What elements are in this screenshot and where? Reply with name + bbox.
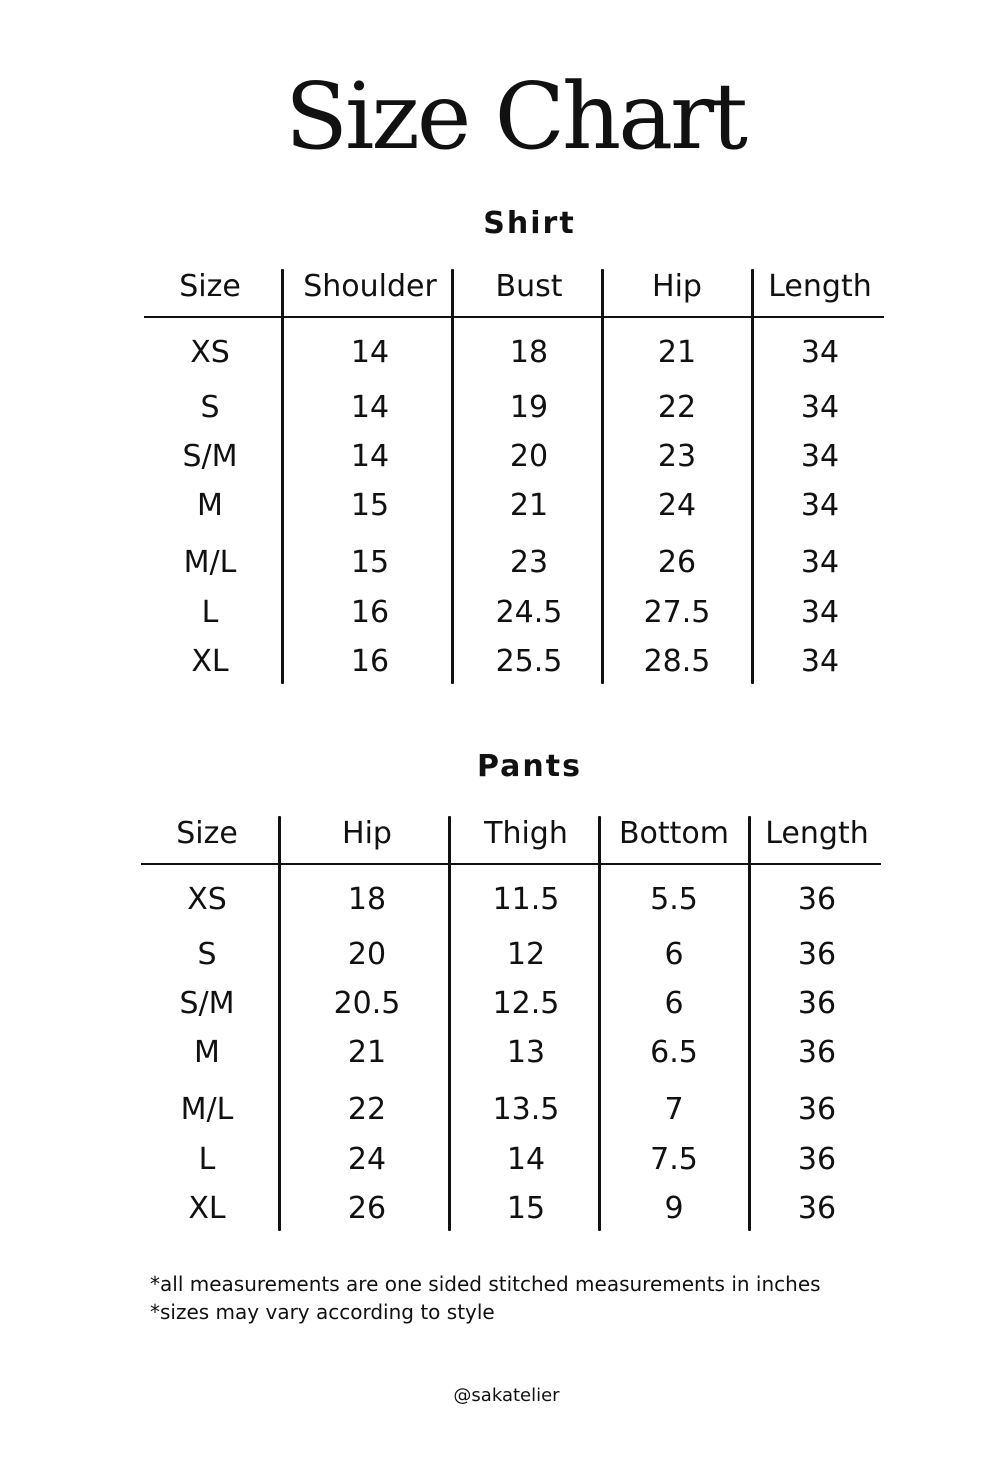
- pants-measurement-cell: 15: [506, 1191, 546, 1226]
- pants-measurement-cell: 36: [797, 882, 837, 917]
- shirt-measurement-cell: 34: [800, 488, 840, 523]
- shirt-measurement-cell: 26: [657, 545, 697, 580]
- shirt-measurement-cell: 16: [350, 644, 390, 679]
- pants-measurement-cell: 11.5: [492, 882, 560, 917]
- pants-column-divider: [278, 816, 281, 1231]
- shirt-measurement-cell: 24.5: [495, 595, 563, 630]
- shirt-measurement-cell: 34: [800, 439, 840, 474]
- shirt-column-divider: [281, 269, 284, 684]
- pants-column-header: Bottom: [618, 816, 730, 851]
- shirt-size-label: XS: [190, 335, 230, 370]
- pants-measurement-cell: 36: [797, 1035, 837, 1070]
- pants-measurement-cell: 6: [664, 937, 684, 972]
- shirt-size-label: M: [197, 488, 223, 523]
- footnotes: [150, 1270, 821, 1326]
- pants-measurement-cell: 5.5: [650, 882, 698, 917]
- pants-measurement-cell: 6: [664, 986, 684, 1021]
- shirt-measurement-cell: 14: [350, 335, 390, 370]
- pants-size-label: M/L: [180, 1092, 234, 1127]
- shirt-measurement-cell: 16: [350, 595, 390, 630]
- pants-measurement-cell: 18: [347, 882, 387, 917]
- footnote-style-variation: *sizes may vary according to style: [150, 1300, 495, 1324]
- shirt-header-divider: [144, 316, 884, 318]
- shirt-measurement-cell: 34: [800, 595, 840, 630]
- shirt-measurement-cell: 25.5: [495, 644, 563, 679]
- shirt-column-divider: [601, 269, 604, 684]
- shirt-measurement-cell: 21: [509, 488, 549, 523]
- pants-measurement-cell: 13.5: [492, 1092, 560, 1127]
- pants-measurement-cell: 7: [664, 1092, 684, 1127]
- pants-measurement-cell: 14: [506, 1142, 546, 1177]
- pants-measurement-cell: 12: [506, 937, 546, 972]
- shirt-column-header: Hip: [652, 269, 702, 304]
- shirt-measurement-cell: 22: [657, 390, 697, 425]
- pants-size-label: S/M: [179, 986, 235, 1021]
- shirt-column-divider: [451, 269, 454, 684]
- shirt-column-header: Size: [179, 269, 241, 304]
- pants-measurement-cell: 36: [797, 937, 837, 972]
- pants-size-label: M: [194, 1035, 220, 1070]
- shirt-measurement-cell: 18: [509, 335, 549, 370]
- pants-measurement-cell: 24: [347, 1142, 387, 1177]
- shirt-measurement-cell: 15: [350, 488, 390, 523]
- pants-measurement-cell: 36: [797, 1191, 837, 1226]
- pants-column-divider: [598, 816, 601, 1231]
- pants-measurement-cell: 7.5: [650, 1142, 698, 1177]
- shirt-size-label: XL: [191, 644, 229, 679]
- shirt-column-header: Shoulder: [303, 269, 437, 304]
- shirt-measurement-cell: 34: [800, 644, 840, 679]
- pants-column-header: Size: [176, 816, 238, 851]
- pants-size-label: XS: [187, 882, 227, 917]
- shirt-size-label: L: [201, 595, 219, 630]
- pants-measurement-cell: 12.5: [492, 986, 560, 1021]
- shirt-measurement-cell: 23: [509, 545, 549, 580]
- shirt-measurement-cell: 21: [657, 335, 697, 370]
- shirt-measurement-cell: 34: [800, 390, 840, 425]
- shirt-measurement-cell: 14: [350, 439, 390, 474]
- pants-measurement-cell: 21: [347, 1035, 387, 1070]
- shirt-measurement-cell: 24: [657, 488, 697, 523]
- shirt-measurement-cell: 27.5: [643, 595, 711, 630]
- shirt-size-label: M/L: [183, 545, 237, 580]
- pants-size-label: L: [198, 1142, 216, 1177]
- pants-measurement-cell: 36: [797, 1092, 837, 1127]
- shirt-column-header: Bust: [495, 269, 563, 304]
- shirt-column-header: Length: [768, 269, 872, 304]
- pants-size-label: XL: [188, 1191, 226, 1226]
- pants-size-label: S: [197, 937, 217, 972]
- pants-column-divider: [448, 816, 451, 1231]
- shirt-size-label: S/M: [182, 439, 238, 474]
- pants-measurement-cell: 36: [797, 986, 837, 1021]
- pants-measurement-cell: 22: [347, 1092, 387, 1127]
- shirt-section-title: Shirt: [483, 206, 576, 241]
- pants-header-divider: [141, 863, 881, 865]
- pants-column-header: Hip: [342, 816, 392, 851]
- pants-measurement-cell: 9: [664, 1191, 684, 1226]
- shirt-measurement-cell: 34: [800, 545, 840, 580]
- social-handle: @sakatelier: [453, 1385, 560, 1406]
- pants-column-header: Length: [765, 816, 869, 851]
- pants-measurement-cell: 20: [347, 937, 387, 972]
- pants-measurement-cell: 26: [347, 1191, 387, 1226]
- shirt-measurement-cell: 34: [800, 335, 840, 370]
- shirt-measurement-cell: 14: [350, 390, 390, 425]
- shirt-measurement-cell: 20: [509, 439, 549, 474]
- shirt-measurement-cell: 23: [657, 439, 697, 474]
- pants-column-header: Thigh: [484, 816, 568, 851]
- shirt-measurement-cell: 15: [350, 545, 390, 580]
- pants-measurement-cell: 20.5: [333, 986, 401, 1021]
- pants-measurement-cell: 13: [506, 1035, 546, 1070]
- pants-section-title: Pants: [477, 749, 582, 784]
- pants-measurement-cell: 36: [797, 1142, 837, 1177]
- shirt-measurement-cell: 19: [509, 390, 549, 425]
- page-title: Size Chart: [284, 63, 746, 170]
- shirt-measurement-cell: 28.5: [643, 644, 711, 679]
- pants-measurement-cell: 6.5: [650, 1035, 698, 1070]
- shirt-size-label: S: [200, 390, 220, 425]
- footnote-measurements: *all measurements are one sided stitched measurements in inches: [150, 1272, 821, 1296]
